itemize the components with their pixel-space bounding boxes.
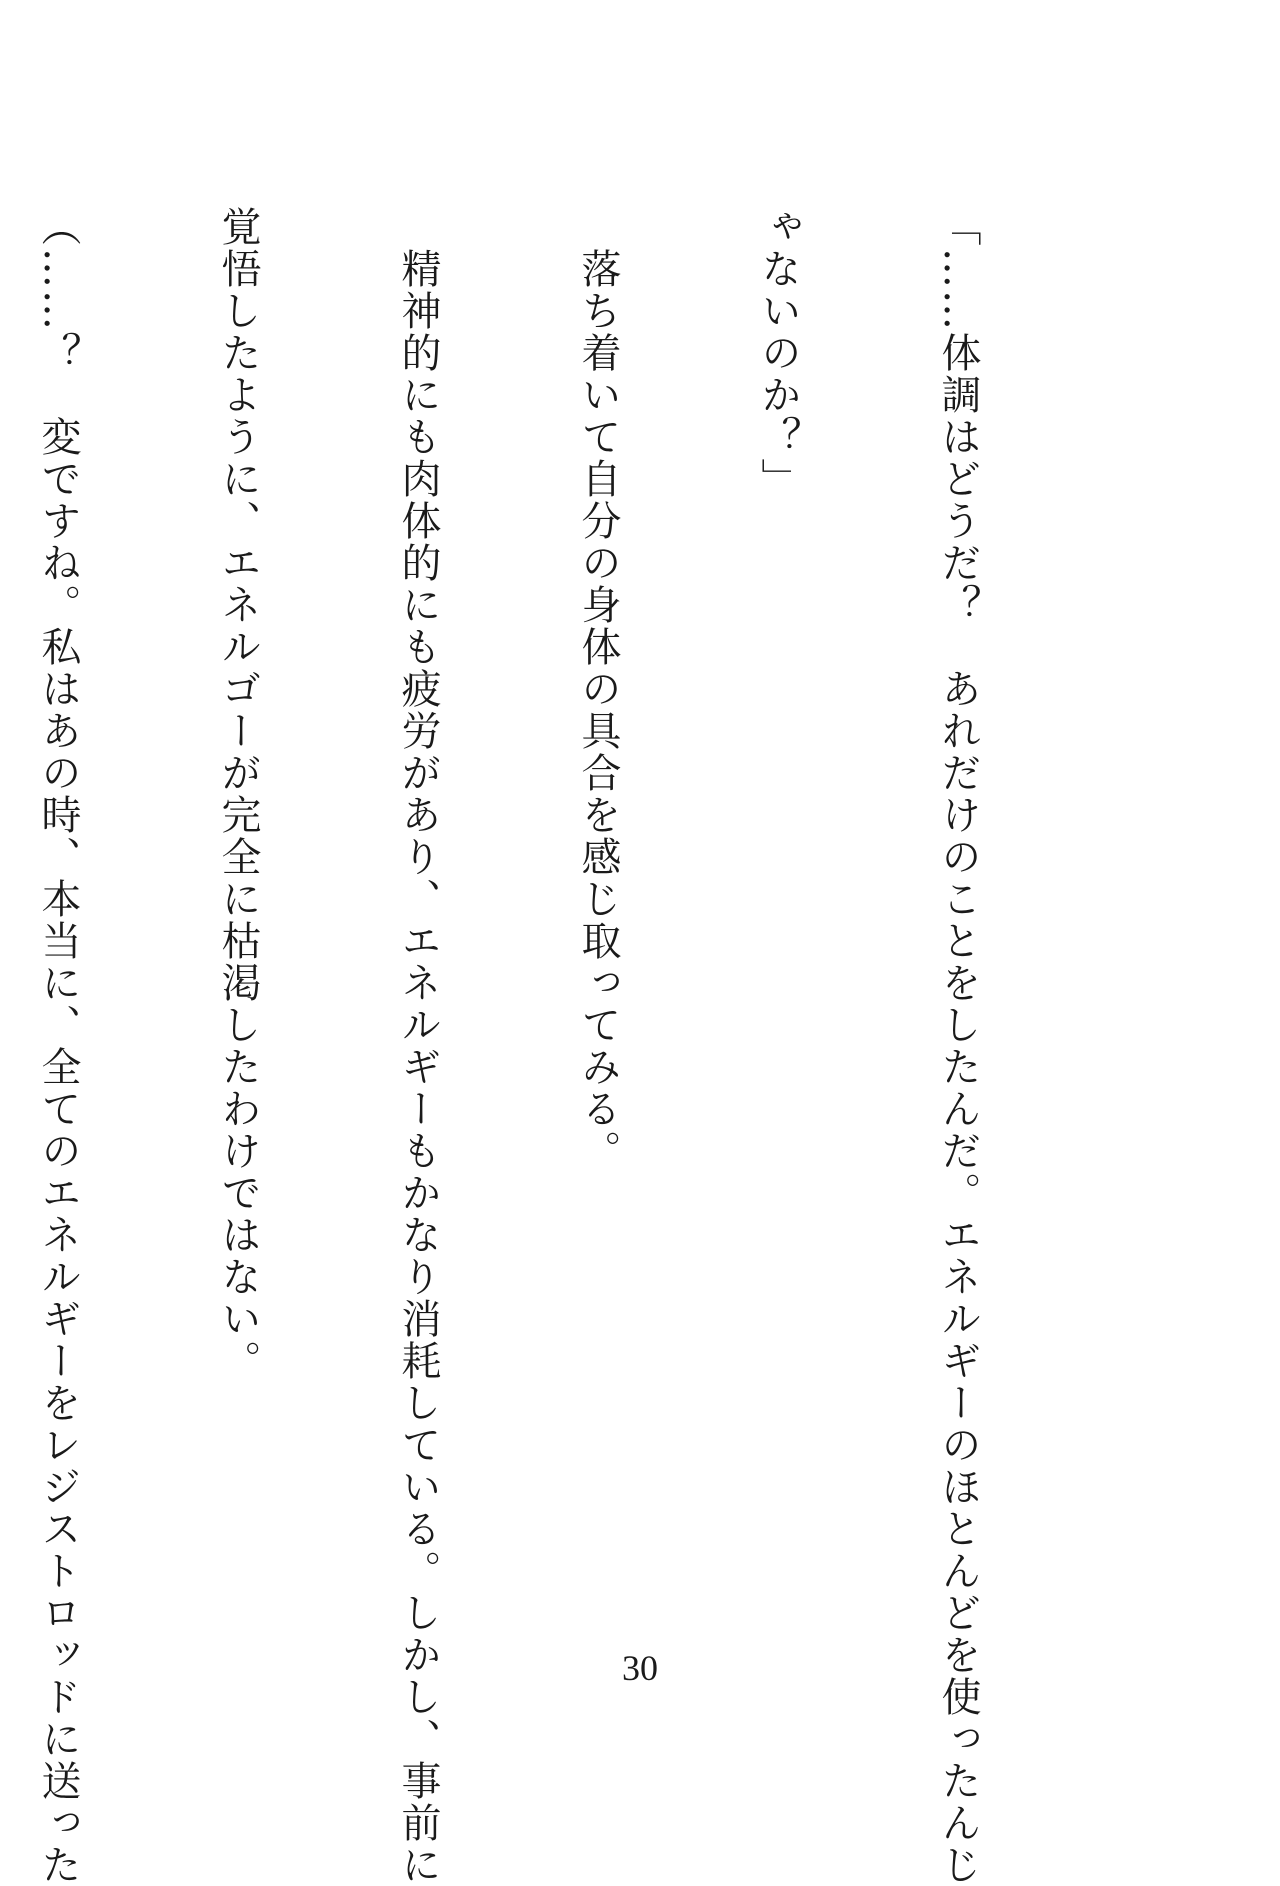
- text-line: ゃないのか？」: [755, 206, 801, 500]
- text-line: 覚悟したように、エネルゴーが完全に枯渇したわけではない。: [215, 206, 261, 1382]
- text-line: 落ち着いて自分の身体の具合を感じ取ってみる。: [575, 206, 621, 1172]
- text-line: 精神的にも肉体的にも疲労があり、エネルギーもかなり消耗している。しかし、事前に: [395, 206, 441, 1886]
- text-line: （……？ 変ですね。私はあの時、本当に、全てのエネルギーをレジストロッドに送った: [35, 206, 81, 1886]
- page-number: 30: [622, 1648, 658, 1688]
- text-line: 「……体調はどうだ？ あれだけのことをしたんだ。エネルギーのほとんどを使ったんじ: [935, 206, 981, 1886]
